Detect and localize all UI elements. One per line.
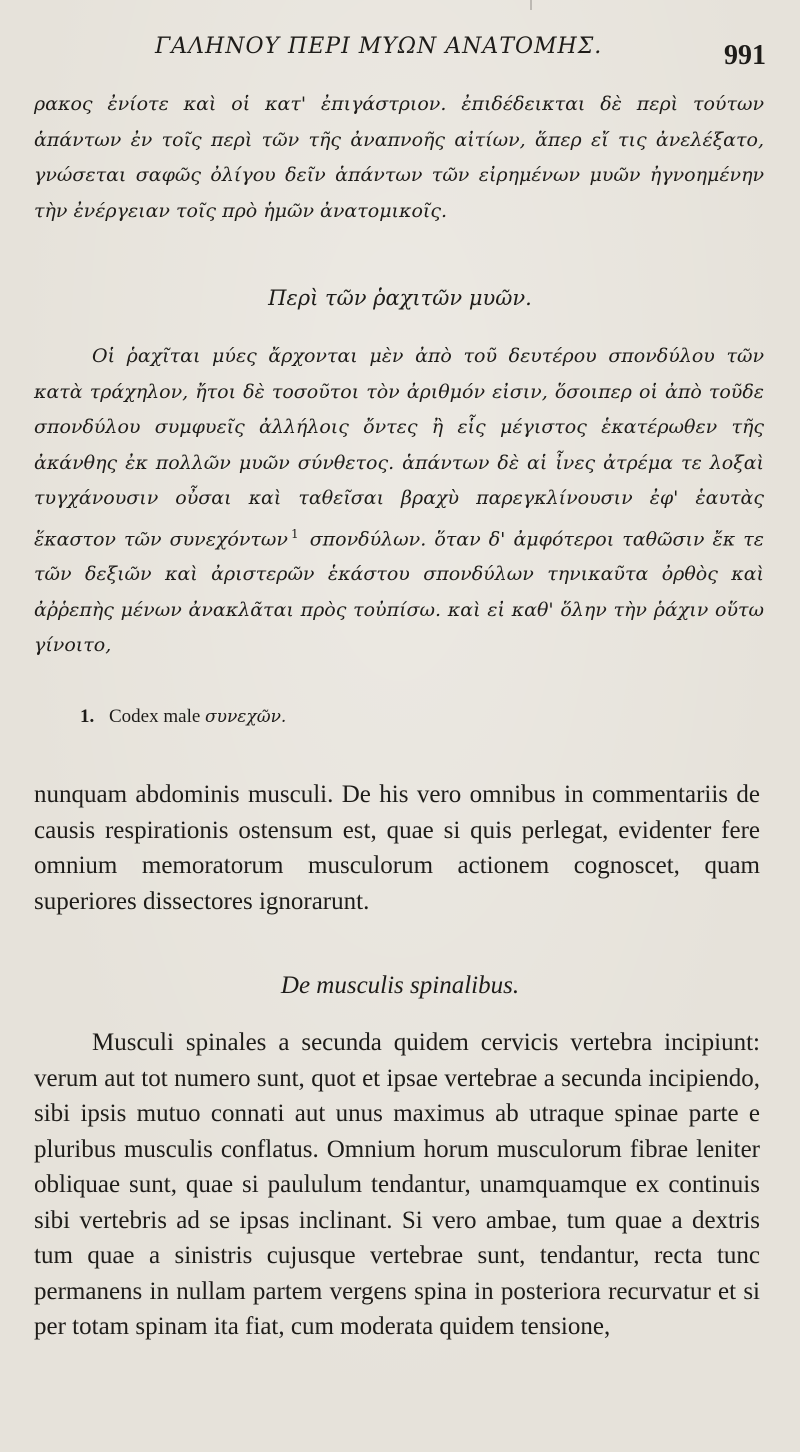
footnote-marker: 1 — [290, 526, 299, 541]
page-edge-mark — [530, 0, 532, 10]
greek-section-heading: Περὶ τῶν ῥαχιτῶν μυῶν. — [268, 286, 532, 310]
greek-paragraph-2-text — [34, 339, 764, 664]
latin-paragraph-1 — [34, 777, 760, 919]
footnote — [80, 706, 286, 728]
greek-paragraph-2-part-2: σπονδύλων. ὅταν δ' ἀμφότεροι ταθῶσιν ἔκ τε τῶν δεξιῶν καὶ ἀριστερῶν ἑκάστου σπονδύλων τηνικαῦτα ὀρθὸς καὶ ἀῤῥεπὴς μένων ἀνακλᾶται πρὸς τοὐπίσω. καὶ εἰ καθ' ὅλην τὴν ῥάχιν οὕτω γίνοιτο, — [34, 527, 764, 657]
greek-paragraph-1-text: ρακος ἐνίοτε καὶ οἱ κατ' ἐπιγάστριον. ἐπιδέδεικται δὲ περὶ τούτων ἁπάντων ἐν τοῖς περὶ τῶν τῆς ἀναπνοῆς αἰτίων, ἅπερ εἴ τις ἀνελέξατο, γνώσεται σαφῶς ὀλίγου δεῖν ἁπάντων τῶν εἰρημένων μυῶν ἠγνοημένην τὴν ἐνέργειαν τοῖς πρὸ ἡμῶν ἀνατομικοῖς. — [34, 93, 764, 222]
footnote-text: Codex male — [109, 706, 201, 727]
footnote-greek: συνεχῶν. — [205, 707, 287, 727]
latin-paragraph-2-text: Musculi spinales a secunda quidem cervicis vertebra incipiunt: verum aut tot numero sunt, quot et ipsae vertebrae a secunda incipiendo, sibi ipsis mutuo connati aut unus maximus ab utraque spinae parte e pluribus musculis conflatus. Omnium horum musculorum fibrae leniter obliquae sunt, quae si paululum tendantur, unamquamque ex continuis sibi vertebris ad se ipsas inclinant. Si vero ambae, tum quae a dextris tum quae a sinistris cujusque vertebrae sunt, tendantur, recta tunc permanens in nullam partem vergens spina in posteriora recurvatur et si per totam spinam ita fiat, cum moderata quidem tensione, — [34, 1029, 760, 1340]
greek-paragraph-2 — [34, 339, 764, 664]
page-number: 991 — [724, 40, 766, 71]
running-title: ΓΑΛΗΝΟΥ ΠΕΡΙ ΜΥΩΝ ΑΝΑΤΟΜΗΣ. — [155, 34, 603, 59]
latin-paragraph-1-text: nunquam abdominis musculi. De his vero omnibus in commentariis de causis respirationis ostensum est, quae si quis perlegat, evidenter fere omnium memoratorum musculorum actionem cognoscet, quam superiores dissectores ignorarunt. — [34, 781, 760, 915]
page-header — [0, 30, 800, 70]
greek-paragraph-1 — [34, 87, 764, 229]
latin-paragraph-2 — [34, 1025, 760, 1345]
latin-section-heading: De musculis spinalibus. — [280, 972, 520, 999]
footnote-number: 1. — [80, 706, 95, 727]
greek-paragraph-2-part-1: Οἱ ῥαχῖται μύες ἄρχονται μὲν ἀπὸ τοῦ δευτέρου σπονδύλου τῶν κατὰ τράχηλον, ἤτοι δὲ τοσοῦτοι τὸν ἀριθμόν εἰσιν, ὅσοιπερ οἱ ἀπὸ τοῦδε σπονδύλου συμφυεῖς ἀλλήλοις ὄντες ἢ εἷς μέγιστος ἑκατέρωθεν τῆς ἀκάνθης ἐκ πολλῶν μυῶν σύνθετος. ἁπάντων δὲ αἱ ἶνες ἀτρέμα τε λοξαὶ τυγχάνουσιν οὖσαι καὶ ταθεῖσαι βραχὺ παρεγκλίνουσιν ἐφ' ἑαυτὰς ἕκαστον τῶν συνεχόντων — [34, 345, 764, 550]
